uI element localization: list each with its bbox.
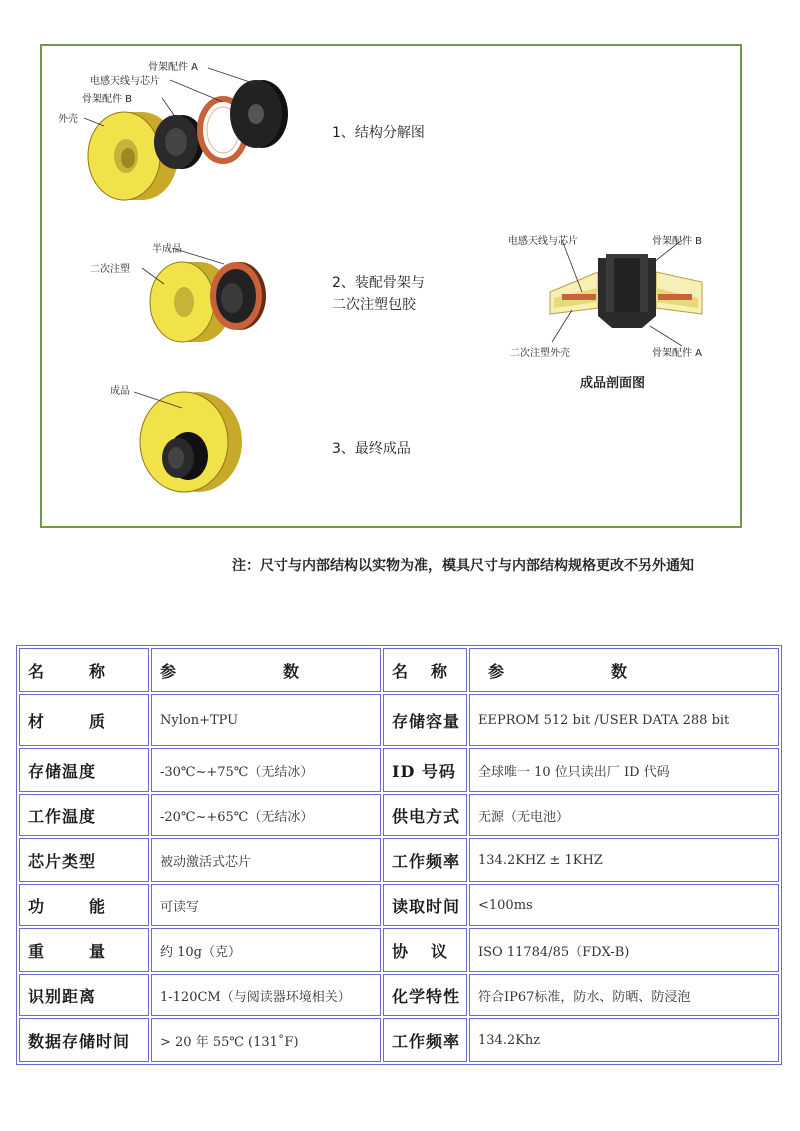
section-label-skeleton-b: 骨架配件 B [652,236,703,247]
spec-name: ID 号码 [383,748,467,792]
header-name: 名 称 [19,648,149,692]
spec-name: 供电方式 [383,794,467,836]
step-3-title: 3、最终成品 [332,441,411,457]
disclaimer-note: 注：尺寸与内部结构以实物为准，模具尺寸与内部结构规格更改不另外通知 [232,558,694,574]
spec-name: 存储容量 [383,694,467,746]
spec-name: 工作频率 [383,1018,467,1062]
spec-value: -30℃~+75℃（无结冰） [151,748,381,792]
spec-name: 识别距离 [19,974,149,1016]
label-skeleton-a: 骨架配件 A [148,62,199,73]
spec-value: -20℃~+65℃（无结冰） [151,794,381,836]
table-row [19,884,779,926]
spec-value: > 20 年 55℃ (131˚F) [151,1018,381,1062]
spec-value: 1-120CM（与阅读器环境相关） [151,974,381,1016]
table-row [19,1018,779,1062]
table-row [19,748,779,792]
section-label-shell: 二次注塑外壳 [510,348,570,359]
label-shell: 外壳 [58,114,78,125]
spec-value: EEPROM 512 bit /USER DATA 288 bit [469,694,779,746]
spec-value: 全球唯一 10 位只读出厂 ID 代码 [469,748,779,792]
header-param: 参 数 [151,648,381,692]
finished-product [140,392,242,492]
header-param-2: 参 数 [469,648,779,692]
label-overmold: 二次注塑 [90,264,130,275]
spec-value: ISO 11784/85（FDX-B) [469,928,779,972]
spec-value: 134.2KHZ ± 1KHZ [469,838,779,882]
skeleton-part-a [230,80,288,148]
semi-finished-part [210,262,266,330]
spec-value: <100ms [469,884,779,926]
table-row [19,928,779,972]
label-skeleton-b: 骨架配件 B [82,94,133,105]
spec-name: 工作频率 [383,838,467,882]
spec-name: 工作温度 [19,794,149,836]
label-finished: 成品 [110,386,130,397]
section-label-antenna-chip: 电感天线与芯片 [508,236,578,247]
spec-name: 重 量 [19,928,149,972]
spec-value: 约 10g（克） [151,928,381,972]
table-row [19,794,779,836]
table-row [19,974,779,1016]
structure-figure [40,44,742,528]
spec-name: 存储温度 [19,748,149,792]
spec-name: 功 能 [19,884,149,926]
spec-value: 被动激活式芯片 [151,838,381,882]
spec-name: 数据存储时间 [19,1018,149,1062]
spec-value: 134.2Khz [469,1018,779,1062]
section-caption: 成品剖面图 [580,376,646,391]
spec-table [16,645,782,1065]
label-semi-finished: 半成品 [152,244,182,255]
spec-name: 协 议 [383,928,467,972]
spec-value: Nylon+TPU [151,694,381,746]
skeleton-part-b [154,115,204,169]
step-1-title: 1、结构分解图 [332,125,425,141]
table-header-row [19,648,779,692]
spec-name: 材 质 [19,694,149,746]
spec-value: 无源（无电池） [469,794,779,836]
label-antenna-chip: 电感天线与芯片 [90,76,160,87]
spec-name: 化学特性 [383,974,467,1016]
table-row [19,694,779,746]
spec-value: 符合IP67标准，防水、防晒、防浸泡 [469,974,779,1016]
section-label-skeleton-a: 骨架配件 A [652,348,703,359]
spec-name: 芯片类型 [19,838,149,882]
step-2-title-line1: 2、装配骨架与 [332,275,425,291]
cross-section [550,254,702,328]
step-2-title-line2: 二次注塑包胶 [332,297,416,313]
spec-value: 可读写 [151,884,381,926]
table-row [19,838,779,882]
header-name-2: 名 称 [383,648,467,692]
spec-name: 读取时间 [383,884,467,926]
